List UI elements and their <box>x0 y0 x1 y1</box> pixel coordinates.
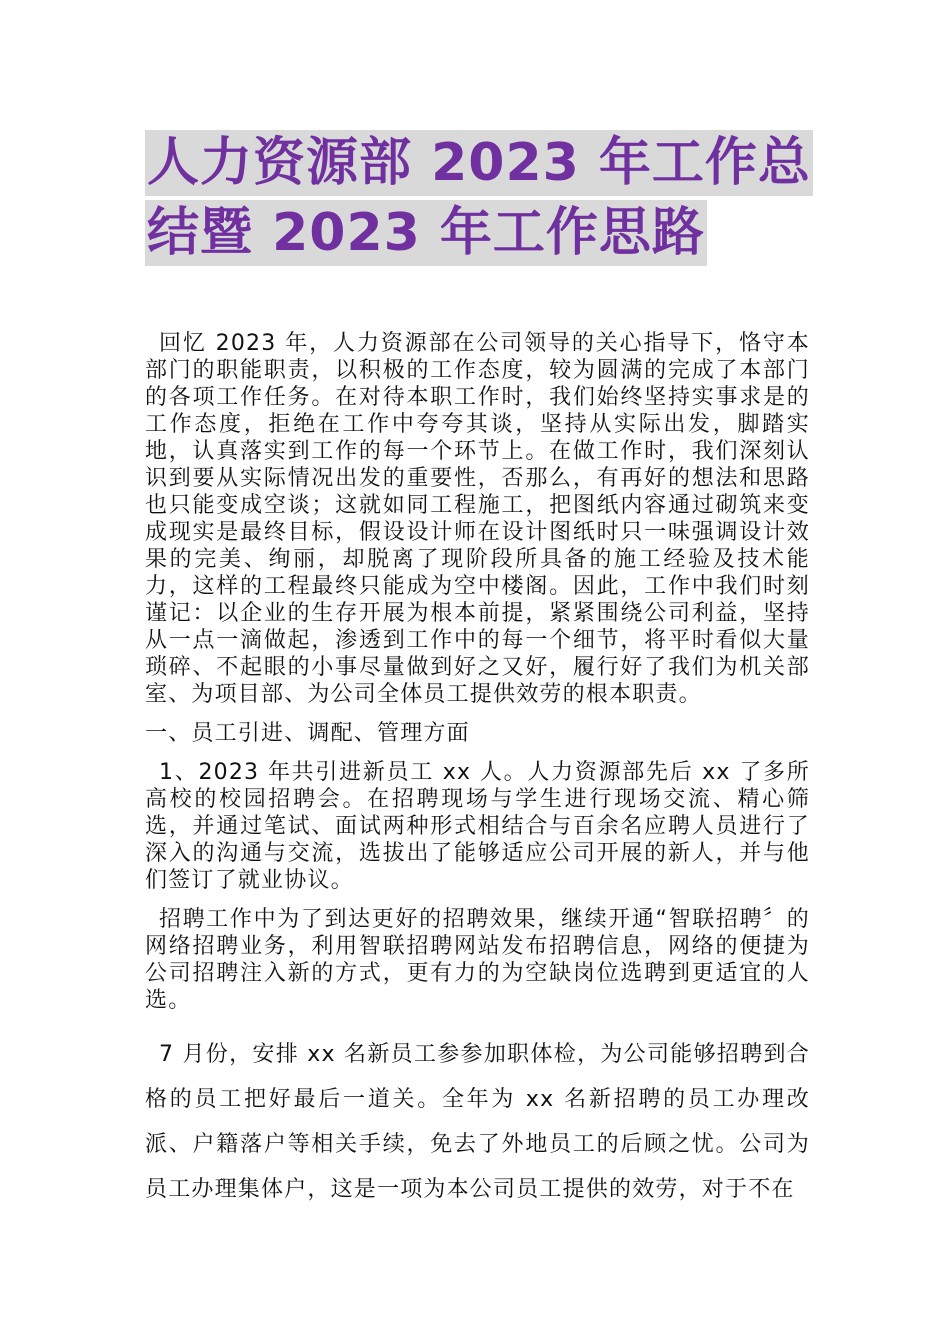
document-body <box>145 330 810 1212</box>
title-line-2: 结暨 2023 年工作思路 <box>145 200 707 266</box>
document-title <box>145 130 815 266</box>
section-heading: 一、员工引进、调配、管理方面 <box>145 721 470 746</box>
paragraph-online-recruitment: 招聘工作中为了到达更好的招聘效果，继续开通“智联招聘〞的网络招聘业务，利用智联招聘网站发布招聘信息，网络的便捷为公司招聘注入新的方式，更有力的为空缺岗位选聘到更适宜的人选。 <box>145 907 810 1013</box>
paragraph-recruitment: 1、2023 年共引进新员工 xx 人。人力资源部先后 xx 了多所高校的校园招聘会。在招聘现场与学生进行现场交流、精心筛选，并通过笔试、面试两种形式相结合与百余名应聘人员进行了深入的沟通与交流，选拔出了能够适应公司开展的新人，并与他们签订了就业协议。 <box>145 760 810 893</box>
paragraph-physical-exam: 7 月份，安排 xx 名新员工参参加职体检，为公司能够招聘到合格的员工把好最后一道关。全年为 xx 名新招聘的员工办理改派、户籍落户等相关手续，免去了外地员工的后顾之忧。公司为员工办理集体户，这是一项为本公司员工提供的效劳，对于不在 <box>145 1042 810 1202</box>
paragraph-intro: 回忆 2023 年，人力资源部在公司领导的关心指导下，恪守本部门的职能职责，以积极的工作态度，较为圆满的完成了本部门的各项工作任务。在对待本职工作时，我们始终坚持实事求是的工作态度，拒绝在工作中夸夸其谈，坚持从实际出发，脚踏实地，认真落实到工作的每一个环节上。在做工作时，我们深刻认识到要从实际情况出发的重要性，否那么，有再好的想法和思路也只能变成空谈；这就如同工程施工，把图纸内容通过砌筑来变成现实是最终目标，假设设计师在设计图纸时只一味强调设计效果的完美、绚丽，却脱离了现阶段所具备的施工经验及技术能力，这样的工程最终只能成为空中楼阁。因此，工作中我们时刻谨记：以企业的生存开展为根本前提，紧紧围绕公司利益，坚持从一点一滴做起，渗透到工作中的每一个细节，将平时看似大量琐碎、不起眼的小事尽量做到好之又好，履行好了我们为机关部室、为项目部、为公司全体员工提供效劳的根本职责。 <box>145 331 810 707</box>
title-line-1: 人力资源部 2023 年工作总 <box>145 130 813 196</box>
